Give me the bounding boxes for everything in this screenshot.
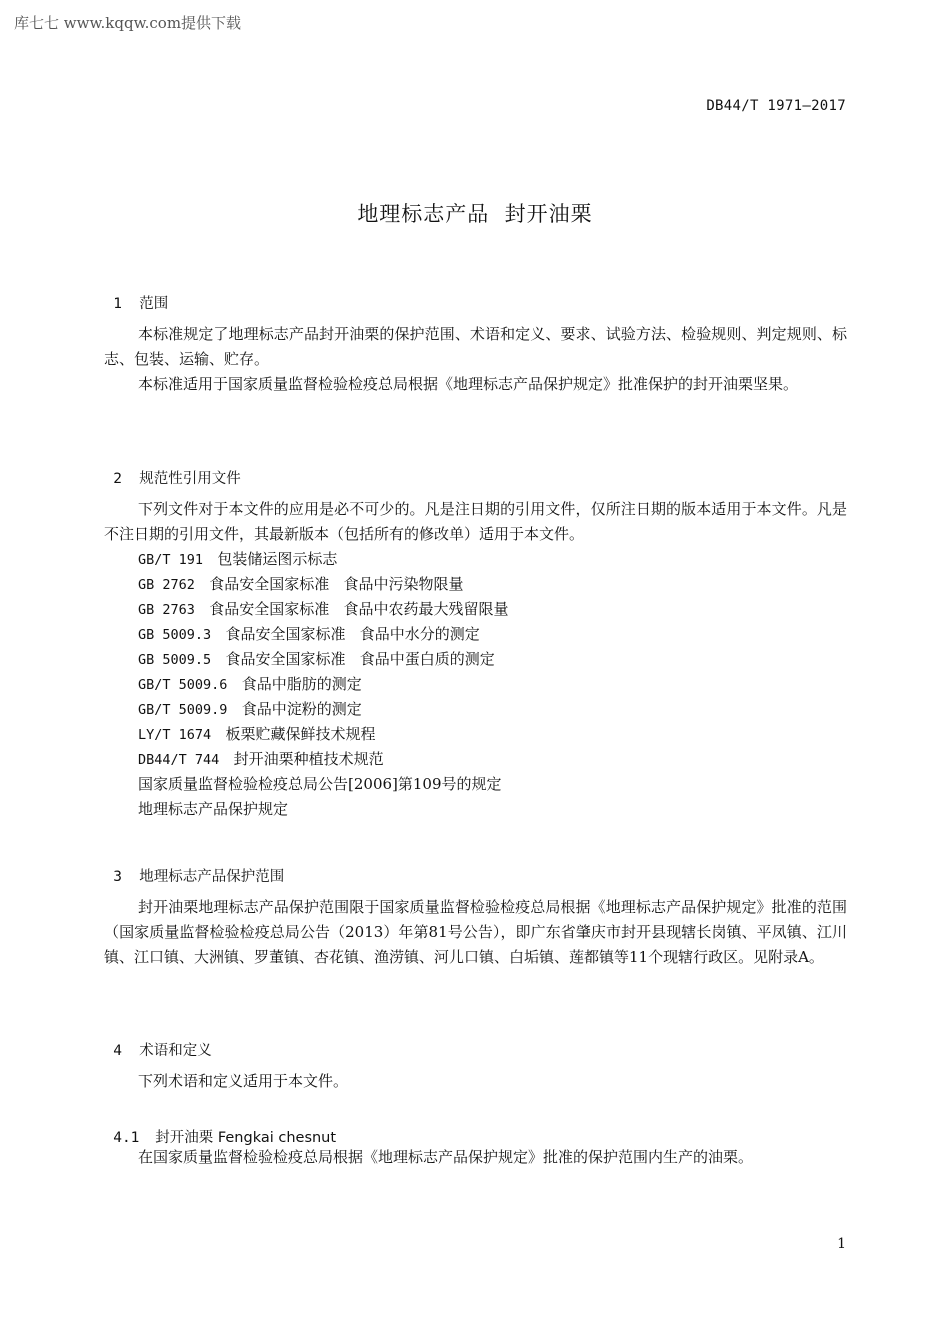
reference-item — [138, 747, 509, 772]
reference-title: 食品安全国家标准 食品中污染物限量 — [209, 575, 464, 593]
reference-title: 板栗贮藏保鲜技术规程 — [225, 725, 376, 743]
section-4-1-heading — [104, 1110, 336, 1147]
reference-code: LY/T 1674 — [138, 727, 212, 743]
section-title: 范围 — [139, 296, 169, 312]
section-number: 3 — [113, 869, 122, 885]
section-title: 术语和定义 — [139, 1043, 212, 1059]
section-title: 地理标志产品保护范围 — [139, 869, 285, 885]
reference-item — [138, 572, 509, 597]
normative-references-list — [138, 547, 509, 822]
reference-item — [138, 647, 509, 672]
section-4-heading — [104, 1023, 212, 1060]
reference-title: 国家质量监督检验检疫总局公告[2006]第109号的规定 — [138, 775, 502, 793]
reference-item — [138, 672, 509, 697]
reference-title: 食品中淀粉的测定 — [241, 700, 362, 718]
section-number: 4 — [113, 1043, 122, 1059]
reference-item — [138, 697, 509, 722]
section-title: 规范性引用文件 — [139, 471, 241, 487]
section-2-paragraph-1: 下列文件对于本文件的应用是必不可少的。凡是注日期的引用文件，仅所注日期的版本适用于本文件。凡是不注日期的引用文件，其最新版本（包括所有的修改单）适用于本文件。 — [104, 500, 847, 543]
reference-title: 食品中脂肪的测定 — [241, 675, 362, 693]
reference-item — [138, 797, 509, 822]
reference-code: GB 2762 — [138, 577, 195, 593]
reference-title: 食品安全国家标准 食品中农药最大残留限量 — [209, 600, 509, 618]
section-2-heading — [104, 451, 241, 488]
section-4-1-paragraph-1: 在国家质量监督检验检疫总局根据《地理标志产品保护规定》批准的保护范围内生产的油栗。 — [138, 1148, 754, 1166]
watermark-text: 库七七 www.kqqw.com提供下载 — [14, 14, 242, 32]
section-number: 2 — [113, 471, 122, 487]
document-title: 地理标志产品 封开油栗 — [357, 202, 593, 226]
standard-code: DB44/T 1971—2017 — [706, 98, 846, 114]
section-1-paragraph-2: 本标准适用于国家质量监督检验检疫总局根据《地理标志产品保护规定》批准保护的封开油栗坚果。 — [138, 375, 799, 393]
reference-code: GB 5009.3 — [138, 627, 212, 643]
reference-code: GB/T 5009.6 — [138, 677, 228, 693]
reference-code: DB44/T 744 — [138, 752, 220, 768]
reference-title: 封开油栗种植技术规范 — [233, 750, 384, 768]
reference-item — [138, 622, 509, 647]
reference-code: GB/T 191 — [138, 552, 204, 568]
reference-title: 食品安全国家标准 食品中水分的测定 — [225, 625, 480, 643]
section-number: 1 — [113, 296, 122, 312]
reference-item — [138, 772, 509, 797]
reference-code: GB/T 5009.9 — [138, 702, 228, 718]
reference-item — [138, 597, 509, 622]
reference-item — [138, 547, 509, 572]
section-3-heading — [104, 849, 284, 886]
page-number: 1 — [837, 1236, 846, 1252]
reference-title: 地理标志产品保护规定 — [138, 800, 289, 818]
section-4-paragraph-1: 下列术语和定义适用于本文件。 — [138, 1072, 349, 1090]
reference-code: GB 5009.5 — [138, 652, 212, 668]
section-3-paragraph-1: 封开油栗地理标志产品保护范围限于国家质量监督检验检疫总局根据《地理标志产品保护规定》批准的范围（国家质量监督检验检疫总局公告（2013）年第81号公告），即广东省肇庆市封开县现辖长岗镇、平凤镇、江川镇、江口镇、大洲镇、罗董镇、杏花镇、渔涝镇、河儿口镇、白垢镇、莲都镇等11个现辖行政区。见附录A。 — [104, 898, 847, 966]
section-title: 封开油栗 Fengkai chesnut — [155, 1130, 337, 1146]
reference-item — [138, 722, 509, 747]
reference-title: 食品安全国家标准 食品中蛋白质的测定 — [225, 650, 495, 668]
section-number: 4.1 — [113, 1130, 140, 1146]
section-1-paragraph-1: 本标准规定了地理标志产品封开油栗的保护范围、术语和定义、要求、试验方法、检验规则、判定规则、标志、包装、运输、贮存。 — [104, 325, 847, 368]
reference-title: 包装储运图示标志 — [217, 550, 338, 568]
reference-code: GB 2763 — [138, 602, 195, 618]
section-1-heading — [104, 276, 168, 313]
